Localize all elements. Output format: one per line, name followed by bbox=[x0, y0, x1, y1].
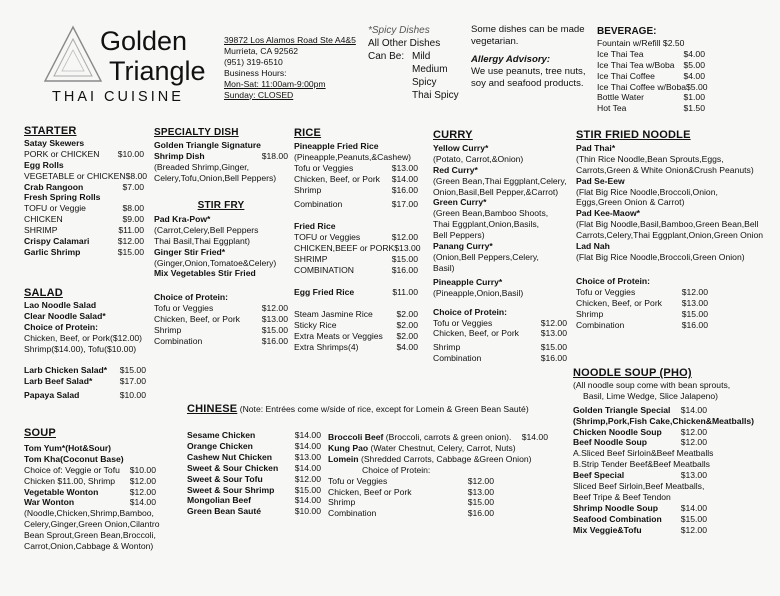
allergy-note: We use peanuts, tree nuts, bbox=[471, 66, 586, 77]
menu-item: Beef Noodle Soup $12.00 bbox=[573, 437, 707, 448]
restaurant-name-line1: Golden bbox=[100, 26, 188, 56]
menu-item: Carrot,Onion,Cabbage & Wonton) bbox=[24, 541, 154, 552]
menu-item: (Potato, Carrot,&Onion) bbox=[433, 153, 524, 164]
spicy-level: Thai Spicy bbox=[412, 90, 459, 101]
menu-item: TOFU or Veggie $8.00 bbox=[24, 203, 144, 214]
menu-item: Chicken, Beef, or Pork $14.00 bbox=[294, 173, 418, 184]
chinese-left-column bbox=[187, 430, 321, 517]
menu-item: (Pineapple,Peanuts,&Cashew) bbox=[294, 151, 412, 162]
menu-item: Combination $17.00 bbox=[294, 199, 418, 210]
hours-label: Business Hours: bbox=[224, 67, 287, 78]
menu-item: Shrimp $15.00 bbox=[154, 325, 288, 336]
protein-title: Choice of Protein: bbox=[362, 464, 431, 475]
menu-item: (Flat Big Rice Noodle,Broccoli,Green Onion) bbox=[576, 251, 745, 262]
menu-item: Thai Eggplant,Onion,Basils, bbox=[433, 219, 540, 230]
menu-item: Extra Meats or Veggies $2.00 bbox=[294, 330, 418, 341]
menu-item: Red Curry* bbox=[433, 164, 478, 175]
menu-item: Eggs,Green Onion & Carrot) bbox=[576, 197, 685, 208]
menu-item: Combination $16.00 bbox=[154, 335, 288, 346]
menu-item: Choice of Protein: bbox=[24, 321, 99, 332]
spicy-line1: All Other Dishes bbox=[368, 38, 441, 49]
menu-item: Shrimp Noodle Soup $14.00 bbox=[573, 502, 707, 513]
section-title: NOODLE SOUP (PHO) bbox=[573, 367, 692, 379]
menu-item: Sesame Chicken $14.00 bbox=[187, 430, 321, 440]
hours-sunday: Sunday: CLOSED bbox=[224, 89, 294, 100]
menu-item: Pad Kee-Maow* bbox=[576, 208, 640, 219]
specialty-section bbox=[154, 128, 288, 184]
menu-item: Papaya Salad $10.00 bbox=[24, 390, 146, 401]
menu-item: Sweet & Sour Chicken $14.00 bbox=[187, 462, 321, 473]
menu-item: Ice Thai Tea w/Boba $5.00 bbox=[597, 59, 705, 70]
menu-item: Ginger Stir Fried* bbox=[154, 246, 226, 257]
menu-item: (Green Bean,Thai Eggplant,Celery, bbox=[433, 175, 567, 186]
menu-item: Carrots,Green & White Onion&Crush Peanuts) bbox=[576, 164, 754, 175]
menu-item: (Flat Big Noodle,Basil,Bamboo,Green Bean,Bell bbox=[576, 219, 759, 230]
menu-item: Kung Pao (Water Chestnut, Celery, Carrot, Nuts) bbox=[328, 442, 516, 453]
menu-item: (Thin Rice Noodle,Bean Sprouts,Eggs, bbox=[576, 153, 724, 164]
phone-number: (951) 319-6510 bbox=[224, 56, 283, 67]
menu-item: (Green Bean,Bamboo Shoots, bbox=[433, 208, 549, 219]
menu-item: Onion,Basil,Bell Pepper,&Carrot) bbox=[433, 186, 559, 197]
spicy-can-be: Can Be: bbox=[368, 51, 405, 62]
spicy-level: Medium bbox=[412, 64, 448, 75]
curry-section bbox=[433, 130, 567, 364]
menu-item: War Wonton $14.00 bbox=[24, 497, 156, 508]
menu-item: Chicken, Beef, or Pork $13.00 bbox=[154, 314, 288, 325]
menu-item: Ice Thai Coffee w/Boba $5.00 bbox=[597, 81, 708, 92]
menu-item: Crispy Calamari $12.00 bbox=[24, 236, 144, 247]
restaurant-name-line2: Triangle bbox=[109, 56, 206, 86]
menu-item: Sweet & Sour Tofu $12.00 bbox=[187, 473, 321, 484]
menu-item: Beef Special $13.00 bbox=[573, 470, 707, 481]
menu-item: (Carrot,Celery,Bell Peppers bbox=[154, 224, 259, 235]
chinese-header bbox=[187, 403, 529, 415]
menu-item: Broccoli Beef (Broccoli, carrots & green onion). $14.00 bbox=[328, 432, 548, 442]
menu-item: Pad Kra-Pow* bbox=[154, 213, 211, 224]
menu-item: Pineapple Fried Rice bbox=[294, 140, 379, 151]
rice-section bbox=[294, 127, 421, 352]
menu-item: B.Strip Tender Beef&Beef Meatballs bbox=[573, 459, 710, 470]
menu-item: Lomein (Shredded Carrots, Cabbage &Green Onion) bbox=[328, 453, 532, 464]
vegetarian-note: Some dishes can be made bbox=[471, 24, 585, 35]
menu-item: Bean Sprout,Green Bean,Broccoli, bbox=[24, 530, 156, 541]
soup-section bbox=[24, 427, 160, 552]
menu-item: Chicken, Beef, or Pork($12.00) bbox=[24, 332, 142, 343]
menu-item: Egg Rolls bbox=[24, 159, 64, 170]
address-city: Murrieta, CA 92562 bbox=[224, 45, 299, 56]
beverage-title: BEVERAGE: bbox=[597, 26, 657, 37]
menu-item: Green Bean Sauté $10.00 bbox=[187, 506, 321, 517]
menu-item: Seafood Combination $15.00 bbox=[573, 513, 707, 524]
section-title: RICE bbox=[294, 127, 322, 139]
menu-item: Tofu or Veggies $12.00 bbox=[433, 317, 567, 328]
menu-item: (Shrimp,Pork,Fish Cake,Chicken&Meatballs) bbox=[573, 415, 754, 426]
allergy-note: soy and seafood products. bbox=[471, 78, 584, 89]
spicy-level: Mild bbox=[412, 51, 431, 62]
section-title: STIR FRY bbox=[197, 200, 245, 211]
menu-item: Fountain w/Refill $2.50 bbox=[597, 37, 685, 48]
menu-item: Golden Triangle Signature bbox=[154, 139, 261, 150]
restaurant-subtitle: THAI CUISINE bbox=[52, 89, 184, 105]
menu-item: Shrimp $15.00 bbox=[576, 308, 708, 319]
menu-item: Shrimp $15.00 bbox=[433, 342, 567, 353]
stir-fried-noodle-section bbox=[576, 130, 772, 330]
section-title: SPECIALTY DISH bbox=[154, 127, 239, 138]
menu-item: Thai Basil,Thai Eggplant) bbox=[154, 235, 251, 246]
beverage-section bbox=[597, 26, 708, 114]
menu-item: Mix Vegetables Stir Fried bbox=[154, 268, 256, 279]
menu-item: VEGETABLE or CHICKEN $8.00 bbox=[24, 170, 148, 181]
section-title: CHINESE bbox=[187, 403, 238, 415]
menu-item: Bell Peppers) bbox=[433, 230, 485, 241]
menu-item: Pineapple Curry* bbox=[433, 276, 503, 287]
menu-item: Chicken $11.00, Shrimp $12.00 bbox=[24, 475, 156, 486]
section-title: SOUP bbox=[24, 427, 56, 439]
chinese-right-column bbox=[328, 432, 548, 519]
menu-item: Golden Triangle Special $14.00 bbox=[573, 404, 707, 415]
starter-section bbox=[24, 125, 148, 258]
menu-item: Sliced Beef Sirloin,Beef Meatballs, bbox=[573, 481, 705, 492]
menu-item: Tofu or Veggies $12.00 bbox=[576, 286, 708, 297]
menu-item: Chicken, Beef, or Pork $13.00 bbox=[433, 328, 567, 339]
menu-item: Choice of: Veggie or Tofu $10.00 bbox=[24, 464, 156, 475]
menu-item: Pad Thai* bbox=[576, 142, 616, 153]
menu-item: Egg Fried Rice $11.00 bbox=[294, 286, 418, 297]
notes-block bbox=[471, 24, 585, 90]
menu-item: Tom Kha(Coconut Base) bbox=[24, 453, 124, 464]
menu-item: Tom Yum*(Hot&Sour) bbox=[24, 442, 112, 453]
menu-item: Extra Shrimps(4) $4.00 bbox=[294, 341, 418, 352]
menu-item: PORK or CHICKEN $10.00 bbox=[24, 148, 144, 159]
menu-item: Shrimp $15.00 bbox=[328, 497, 494, 508]
menu-item: Ice Thai Tea $4.00 bbox=[597, 48, 705, 59]
menu-item: Orange Chicken $14.00 bbox=[187, 440, 321, 451]
chinese-note: (Note: Entrées come w/side of rice, except for Lomein & Green Bean Sauté) bbox=[239, 404, 529, 414]
menu-item: Larb Beef Salad* $17.00 bbox=[24, 376, 146, 387]
section-title: CURRY bbox=[433, 129, 473, 141]
menu-item: Beef Tripe & Beef Tendon bbox=[573, 491, 671, 502]
menu-item: Mix Veggie&Tofu $12.00 bbox=[573, 524, 707, 535]
menu-item: Tofu or Veggies $13.00 bbox=[294, 162, 418, 173]
pho-section bbox=[573, 368, 769, 536]
menu-item: TOFU or Veggies $12.00 bbox=[294, 232, 418, 243]
menu-item: (Pineapple,Onion,Basil) bbox=[433, 287, 524, 298]
menu-item: Mongolian Beef $14.00 bbox=[187, 495, 321, 506]
menu-item: Vegetable Wonton $12.00 bbox=[24, 486, 156, 497]
section-title: STIR FRIED NOODLE bbox=[576, 129, 691, 141]
menu-item: Sticky Rice $2.00 bbox=[294, 319, 418, 330]
menu-item: (Noodle,Chicken,Shrimp,Bamboo, bbox=[24, 508, 154, 519]
spicy-block bbox=[368, 24, 459, 102]
menu-item: Combination $16.00 bbox=[576, 319, 708, 330]
hours-weekday: Mon-Sat: 11:00am-9:00pm bbox=[224, 78, 326, 89]
stir-fry-section bbox=[154, 201, 288, 347]
spicy-title: *Spicy Dishes bbox=[368, 25, 430, 36]
menu-item: Ice Thai Coffee $4.00 bbox=[597, 70, 705, 81]
menu-item: Fresh Spring Rolls bbox=[24, 192, 101, 203]
menu-item: Shrimp($14.00), Tofu($10.00) bbox=[24, 343, 137, 354]
section-title: STARTER bbox=[24, 125, 77, 137]
menu-item: Shrimp Dish $18.00 bbox=[154, 150, 288, 161]
menu-item: Clear Noodle Salad* bbox=[24, 310, 106, 321]
menu-item: CHICKEN,BEEF or PORK $13.00 bbox=[294, 243, 421, 254]
menu-item: Tofu or Veggies $12.00 bbox=[154, 303, 288, 314]
menu-item: Combination $16.00 bbox=[328, 508, 494, 519]
menu-item: SHRIMP $11.00 bbox=[24, 225, 144, 236]
menu-item: Tofu or Veggies $12.00 bbox=[328, 475, 494, 486]
menu-item: Chicken, Beef, or Pork $13.00 bbox=[576, 297, 708, 308]
protein-title: Choice of Protein: bbox=[576, 275, 651, 286]
menu-item: Lad Nah bbox=[576, 241, 610, 252]
menu-item: Hot Tea $1.50 bbox=[597, 103, 705, 114]
menu-item: Shrimp $16.00 bbox=[294, 184, 418, 195]
menu-item: Combination $16.00 bbox=[433, 353, 567, 364]
menu-item: Panang Curry* bbox=[433, 241, 493, 252]
menu-item: Yellow Curry* bbox=[433, 142, 489, 153]
section-title: SALAD bbox=[24, 287, 63, 299]
menu-item: Cashew Nut Chicken $13.00 bbox=[187, 451, 321, 462]
menu-item: (Ginger,Onion,Tomatoe&Celery) bbox=[154, 257, 277, 268]
spicy-level: Spicy bbox=[412, 77, 437, 88]
menu-item: Carrots,Celery,Thai Eggplant,Onion,Green Onion bbox=[576, 230, 764, 241]
menu-item: Chicken, Beef or Pork $13.00 bbox=[328, 486, 494, 497]
salad-section bbox=[24, 288, 146, 401]
menu-item: Celery,Ginger,Green Onion,Cilantro bbox=[24, 519, 160, 530]
pho-intro: (All noodle soup come with bean sprouts, bbox=[573, 379, 731, 390]
menu-item: Sweet & Sour Shrimp $15.00 bbox=[187, 484, 321, 495]
menu-item: Lao Noodle Salad bbox=[24, 299, 97, 310]
triangle-logo-icon bbox=[42, 24, 104, 84]
menu-item: A.Sliced Beef Sirloin&Beef Meatballs bbox=[573, 448, 714, 459]
address-street: 39872 Los Alamos Road Ste A4&5 bbox=[224, 35, 356, 45]
menu-item: Fried Rice bbox=[294, 221, 336, 232]
protein-title: Choice of Protein: bbox=[154, 292, 229, 303]
protein-title: Choice of Protein: bbox=[433, 306, 508, 317]
menu-item: CHICKEN $9.00 bbox=[24, 214, 144, 225]
pho-intro: Basil, Lime Wedge, Slice Jalapeno) bbox=[583, 390, 719, 401]
menu-item: Steam Jasmine Rice $2.00 bbox=[294, 308, 418, 319]
vegetarian-note: vegetarian. bbox=[471, 36, 519, 47]
menu-item: (Flat Big Rice Noodle,Broccoli,Onion, bbox=[576, 186, 718, 197]
menu-item: COMBINATION $16.00 bbox=[294, 264, 418, 275]
menu-item: (Onion,Bell Peppers,Celery, bbox=[433, 251, 539, 262]
allergy-title: Allergy Advisory: bbox=[471, 54, 551, 65]
menu-item: Celery,Tofu,Onion,Bell Peppers) bbox=[154, 172, 277, 183]
menu-item: (Breaded Shrimp,Ginger, bbox=[154, 161, 250, 172]
menu-item: Green Curry* bbox=[433, 197, 487, 208]
logo-triangle bbox=[42, 24, 104, 84]
menu-item: Garlic Shrimp $15.00 bbox=[24, 246, 144, 257]
menu-item: Bottle Water $1.00 bbox=[597, 92, 705, 103]
menu-item: Pad Se-Eew bbox=[576, 175, 625, 186]
menu-item: Crab Rangoon $7.00 bbox=[24, 181, 144, 192]
menu-item: Satay Skewers bbox=[24, 137, 85, 148]
menu-item: Larb Chicken Salad* $15.00 bbox=[24, 365, 146, 376]
address-block bbox=[224, 35, 356, 100]
menu-item: Chicken Noodle Soup $12.00 bbox=[573, 426, 707, 437]
menu-item: SHRIMP $15.00 bbox=[294, 254, 418, 265]
menu-item: Basil) bbox=[433, 262, 455, 273]
